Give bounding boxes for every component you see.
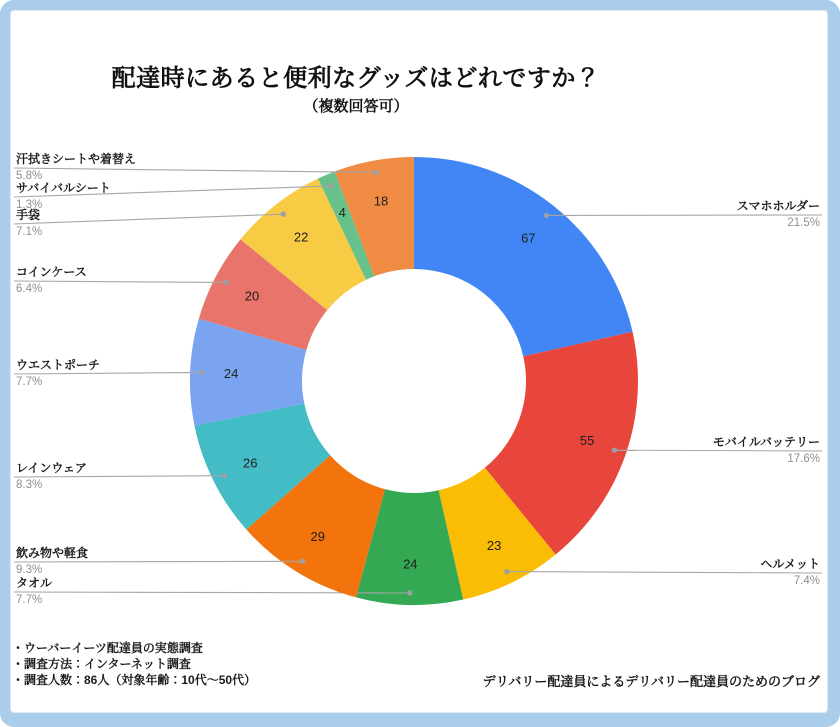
leader-line [14,214,283,224]
leader-line [14,168,376,172]
leader-dot [199,370,204,375]
leader-dot [373,170,378,175]
leader-line [14,561,303,562]
survey-note: ・調査方法：インターネット調査 [12,657,191,671]
survey-note: ・調査人数：86人（対象年齢：10代～50代） [12,673,257,687]
slice-label: ウエストポーチ [16,358,101,372]
slice-value: 55 [579,433,595,449]
leader-dot [328,183,333,188]
leader-line [507,572,822,573]
slice-value: 24 [223,366,239,382]
slice-label: コインケース [16,265,87,279]
survey-note: ・ウーバーイーツ配達員の実態調査 [12,641,203,655]
slice-percent: 17.6% [787,453,820,465]
leader-line [14,372,202,374]
slice-percent: 1.3% [16,199,43,211]
slice-value: 67 [521,230,536,246]
slice-label: レインウェア [16,461,87,475]
slice-percent: 7.7% [16,376,43,388]
slice-value: 29 [310,529,325,545]
slice-value: 26 [243,455,258,471]
blog-credit: デリバリー配達員によるデリバリー配達員のためのブログ [482,674,820,689]
slice-value: 24 [403,556,418,572]
slice-value: 18 [373,193,389,209]
leader-dot [544,213,549,218]
leader-line [14,281,226,282]
chart-title: 配達時にあると便利なグッズはどれですか？ [111,65,601,92]
slice-percent: 7.7% [16,594,43,606]
slice-label: スマホホルダー [736,199,820,213]
chart-subtitle: （複数回答可） [303,98,409,115]
slice-label: ヘルメット [760,557,820,571]
slice-label: タオル [16,576,53,590]
slice-label: モバイルバッテリー [712,435,820,449]
slice-label: サバイバルシート [16,181,111,195]
slice-percent: 21.5% [787,217,820,229]
slice-value: 22 [293,229,309,245]
slice-label: 飲み物や軽食 [16,546,89,560]
survey-notes [12,640,256,688]
slice-label: 汗拭きシートや着替え [16,152,137,166]
leader-dot [612,447,617,452]
slice-value: 23 [486,538,502,554]
leader-dot [504,569,509,574]
pie-slice [414,157,633,356]
slice-label: 手袋 [16,208,41,222]
slice-percent: 7.1% [16,226,43,238]
slice-percent: 6.4% [16,283,43,295]
slice-value: 20 [244,288,260,304]
slice-percent: 8.3% [16,479,43,491]
leader-dot [224,280,229,285]
slice-value: 4 [338,205,346,221]
leader-line [614,450,822,451]
slice-percent: 7.4% [793,575,820,587]
leader-dot [407,590,412,595]
leader-dot [222,473,227,478]
slice-percent: 9.3% [16,564,43,576]
leader-dot [300,559,305,564]
leader-dot [281,211,286,216]
slice-percent: 5.8% [16,170,43,182]
leader-line [14,476,224,477]
